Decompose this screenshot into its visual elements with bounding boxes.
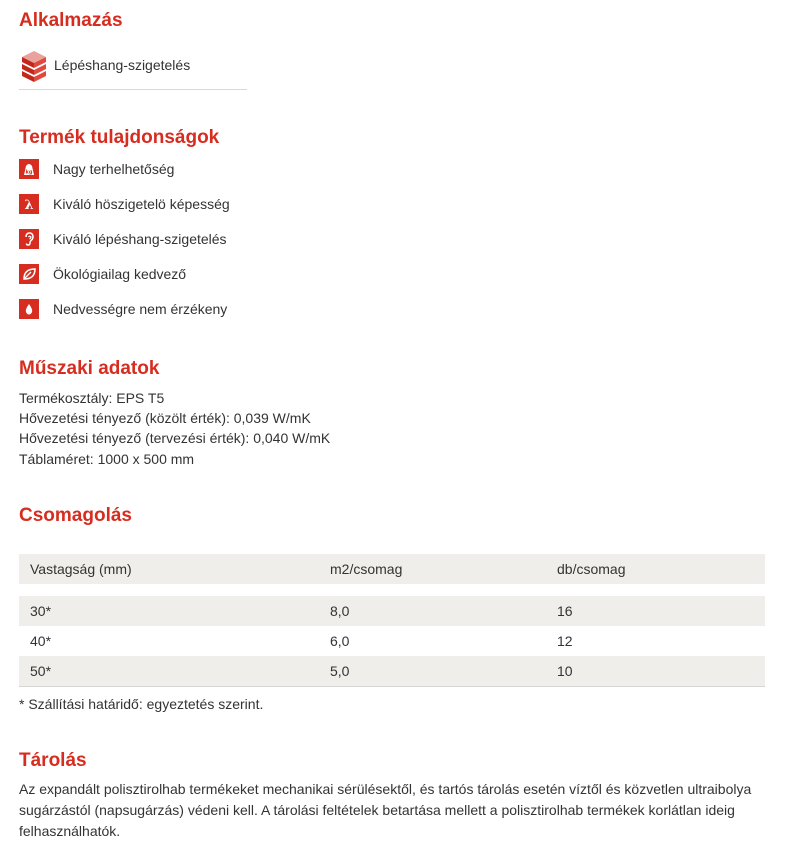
property-label: Kiváló lépéshang-szigetelés (53, 231, 227, 247)
property-label: Nedvességre nem érzékeny (53, 301, 228, 317)
spec-line: Hővezetési tényező (közölt érték): 0,039 W/mK (19, 410, 311, 426)
table-cell: 8,0 (330, 603, 350, 619)
packaging-table (19, 554, 765, 687)
delivery-note: * Szállítási határidő: egyeztetés szerint. (19, 696, 264, 712)
property-label: Ökológiailag kedvező (53, 266, 187, 282)
section-title-storage: Tárolás (19, 750, 87, 771)
section-title-application: Alkalmazás (19, 10, 123, 31)
drop-icon (19, 299, 39, 319)
section-title-technical: Műszaki adatok (19, 358, 160, 379)
section-title-properties: Termék tulajdonságok (19, 127, 220, 148)
lambda-icon (19, 194, 39, 214)
table-cell: 10 (546, 656, 765, 687)
table-cell: 6,0 (330, 633, 350, 649)
ear-icon (19, 229, 39, 249)
layered-insulation-icon (19, 47, 49, 85)
column-header: m2/csomag (330, 561, 403, 577)
kg-weight-icon (19, 159, 39, 179)
application-label: Lépéshang-szigetelés (54, 57, 191, 73)
table-row (19, 596, 765, 626)
leaf-icon (19, 264, 39, 284)
spec-line: Táblaméret: 1000 x 500 mm (19, 451, 195, 467)
spec-line: Hővezetési tényező (tervezési érték): 0,040 W/mK (19, 430, 331, 446)
table-header-row (19, 554, 765, 584)
table-cell: 5,0 (319, 656, 546, 687)
column-header: db/csomag (557, 561, 626, 577)
table-cell: 50* (19, 656, 319, 687)
svg-text:kg: kg (25, 169, 33, 176)
table-row (19, 656, 765, 687)
table-cell: 40* (30, 633, 52, 649)
column-header: Vastagság (mm) (30, 561, 132, 577)
table-cell: 12 (557, 633, 573, 649)
spec-line: Termékosztály: EPS T5 (19, 390, 165, 406)
property-label: Kiváló höszigetelö képesség (53, 196, 230, 212)
storage-text: Az expandált polisztirolhab termékeket mechanikai sérülésektől, és tartós tárolás esetén víztől és közvetlen ultraibolya sugárzástól (napsugárzás) védeni kell. A tárolási feltételek betartása mellett a polisztirolhab termékek korlátlan ideig felhasználhatók. (19, 781, 752, 839)
property-label: Nagy terhelhetőség (53, 161, 175, 177)
application-item (19, 47, 247, 90)
section-title-packaging: Csomagolás (19, 505, 132, 526)
svg-text:λ: λ (24, 198, 34, 212)
table-cell: 30* (30, 603, 52, 619)
table-row (19, 626, 765, 656)
table-cell: 16 (557, 603, 573, 619)
